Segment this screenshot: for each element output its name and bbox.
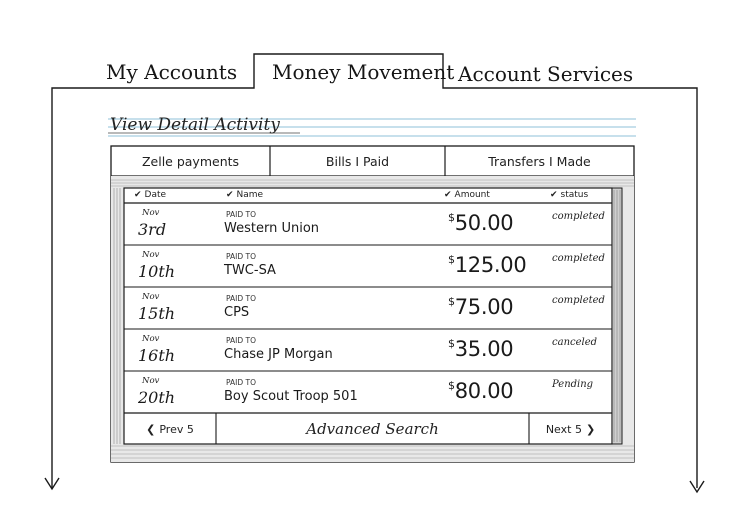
row-amount (448, 337, 513, 361)
status-badge: completed (552, 211, 605, 222)
status-badge: Pending (552, 379, 594, 390)
row-payee: CPS (224, 305, 250, 320)
row-paid-to-label: PAID TO (226, 336, 257, 345)
currency-symbol: $ (448, 253, 455, 266)
row-amount-value: 80.00 (454, 379, 514, 403)
row-paid-to-label: PAID TO (226, 252, 257, 261)
row-amount-value: 35.00 (454, 337, 514, 361)
table-row[interactable] (126, 331, 611, 371)
next-page-button[interactable]: Next 5 ❯ (545, 422, 596, 436)
subtab-bills-i-paid[interactable]: Bills I Paid (325, 153, 390, 169)
column-header-date[interactable]: ✔ Date (134, 189, 167, 200)
table-row[interactable] (126, 247, 611, 287)
row-month: Nov (142, 250, 160, 260)
status-badge: completed (552, 295, 605, 306)
row-amount (448, 379, 513, 403)
currency-symbol: $ (448, 337, 455, 350)
row-month: Nov (142, 208, 160, 218)
subtab-zelle-payments[interactable]: Zelle payments (141, 153, 240, 169)
row-payee: Western Union (224, 221, 320, 236)
row-paid-to-label: PAID TO (226, 210, 257, 219)
column-header-amount[interactable]: ✔ Amount (444, 189, 490, 200)
status-badge: completed (552, 253, 605, 264)
column-header-name[interactable]: ✔ Name (226, 189, 264, 200)
chevron-down-icon: ✔ (444, 189, 452, 200)
prev-page-button[interactable]: ❮ Prev 5 (146, 422, 194, 436)
column-header-status[interactable]: ✔ status (550, 189, 589, 200)
table-row[interactable] (126, 373, 611, 413)
section-title: View Detail Activity (110, 115, 280, 135)
row-amount-value: 75.00 (454, 295, 514, 319)
row-month: Nov (142, 292, 160, 302)
row-month: Nov (142, 376, 160, 386)
subtab-transfers-i-made[interactable]: Transfers I Made (488, 153, 591, 169)
advanced-search-button[interactable]: Advanced Search (306, 420, 439, 438)
row-day: 15th (138, 304, 176, 323)
chevron-right-icon: ❯ (585, 422, 596, 436)
row-month: Nov (142, 334, 160, 344)
row-amount-value: 125.00 (454, 253, 527, 277)
row-amount (448, 253, 526, 277)
table-row[interactable] (126, 289, 611, 329)
row-amount (448, 211, 513, 235)
row-day: 3rd (138, 220, 167, 239)
status-badge: canceled (552, 337, 598, 348)
row-payee: TWC-SA (224, 263, 276, 278)
chevron-down-icon: ✔ (226, 189, 234, 200)
row-paid-to-label: PAID TO (226, 378, 257, 387)
table-row[interactable] (126, 205, 611, 245)
row-day: 10th (138, 262, 176, 281)
chevron-left-icon: ❮ (146, 422, 156, 436)
row-payee: Boy Scout Troop 501 (224, 389, 358, 404)
row-day: 20th (138, 388, 176, 407)
chevron-down-icon: ✔ (134, 189, 142, 200)
currency-symbol: $ (448, 211, 455, 224)
currency-symbol: $ (448, 295, 455, 308)
row-amount-value: 50.00 (454, 211, 514, 235)
row-paid-to-label: PAID TO (226, 294, 257, 303)
chevron-down-icon: ✔ (550, 189, 558, 200)
currency-symbol: $ (448, 379, 455, 392)
tab-my-accounts[interactable]: My Accounts (106, 60, 238, 84)
row-payee: Chase JP Morgan (224, 347, 333, 362)
tab-account-services[interactable]: Account Services (458, 62, 634, 86)
row-day: 16th (138, 346, 176, 365)
row-amount (448, 295, 513, 319)
tab-money-movement[interactable]: Money Movement (272, 60, 455, 84)
